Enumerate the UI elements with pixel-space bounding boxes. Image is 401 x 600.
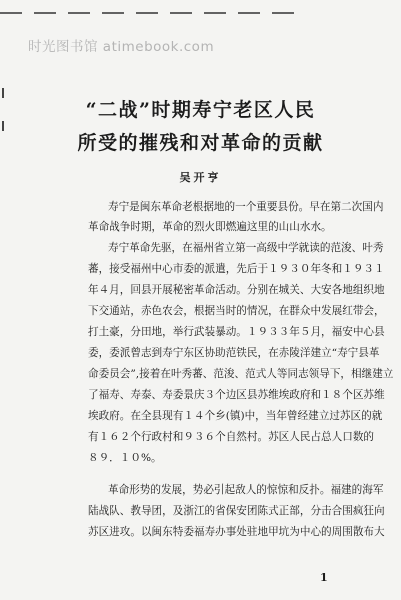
body-line: 委，委派曾志到寿宁东区协助范铁民，在赤陵洋建立“寿宁县革 [88, 347, 380, 359]
body-line: 有１６２个行政村和９３６个自然村。苏区人民占总人口数的 [88, 431, 375, 443]
top-dashed-rule [0, 12, 300, 14]
body-line: 埃政府。在全县现有１４个乡(镇)中，当年曾经建立过苏区的就 [88, 410, 383, 422]
author-name: 吴开亨 [179, 171, 222, 184]
body-line: 命委员会”,接着在叶秀蕃、范浚、范式人等同志领导下，相继建立 [88, 368, 394, 380]
body-line: 革命形势的发展，势必引起敌人的惊惊和反扑。福建的海军 [108, 484, 384, 496]
title-line-2: 所受的摧残和对革命的贡献 [77, 132, 324, 154]
body-line: 革命战争时期，革命的烈火即燃遍这里的山山水水。 [88, 221, 332, 233]
body-line: 苏区进攻。以闽东特委福寿办事处驻地甲坑为中心的周围散布大 [88, 526, 385, 538]
body-line: 下交通站，赤色农会，根据当时的情况，在群众中发展红带会， [88, 305, 385, 317]
body-line: 陆战队、教导团，及浙江的省保安团陈式正部，分击合围疯狂向 [88, 505, 385, 517]
body-line: 蕃，接受福州中心市委的派遣，先后于１９３０年冬和１９３１ [88, 263, 385, 275]
margin-mark [2, 88, 4, 98]
body-line: 年４月，回县开展秘密革命活动。分别在城关、大安各地组织地 [88, 284, 385, 296]
body-line: 寿宁革命先驱，在福州省立第一高级中学就读的范浚、叶秀 [108, 242, 384, 254]
body-line: 寿宁是闽东革命老根据地的一个重要县份。早在第二次国内 [108, 201, 384, 213]
body-line: 打土豪，分田地，举行武装暴动。１９３３年５月，福安中心县 [88, 326, 385, 338]
page-number: 1 [320, 571, 328, 584]
margin-mark [2, 121, 4, 131]
body-line: ８９．１０%。 [88, 452, 162, 464]
title-line-1: “二战”时期寿宁老区人民 [85, 99, 316, 121]
watermark: 时光图书馆 atimebook.com [28, 39, 215, 55]
body-line: 了福寿、寿泰、寿委景庆３个边区县苏维埃政府和１８个区苏维 [88, 389, 385, 401]
